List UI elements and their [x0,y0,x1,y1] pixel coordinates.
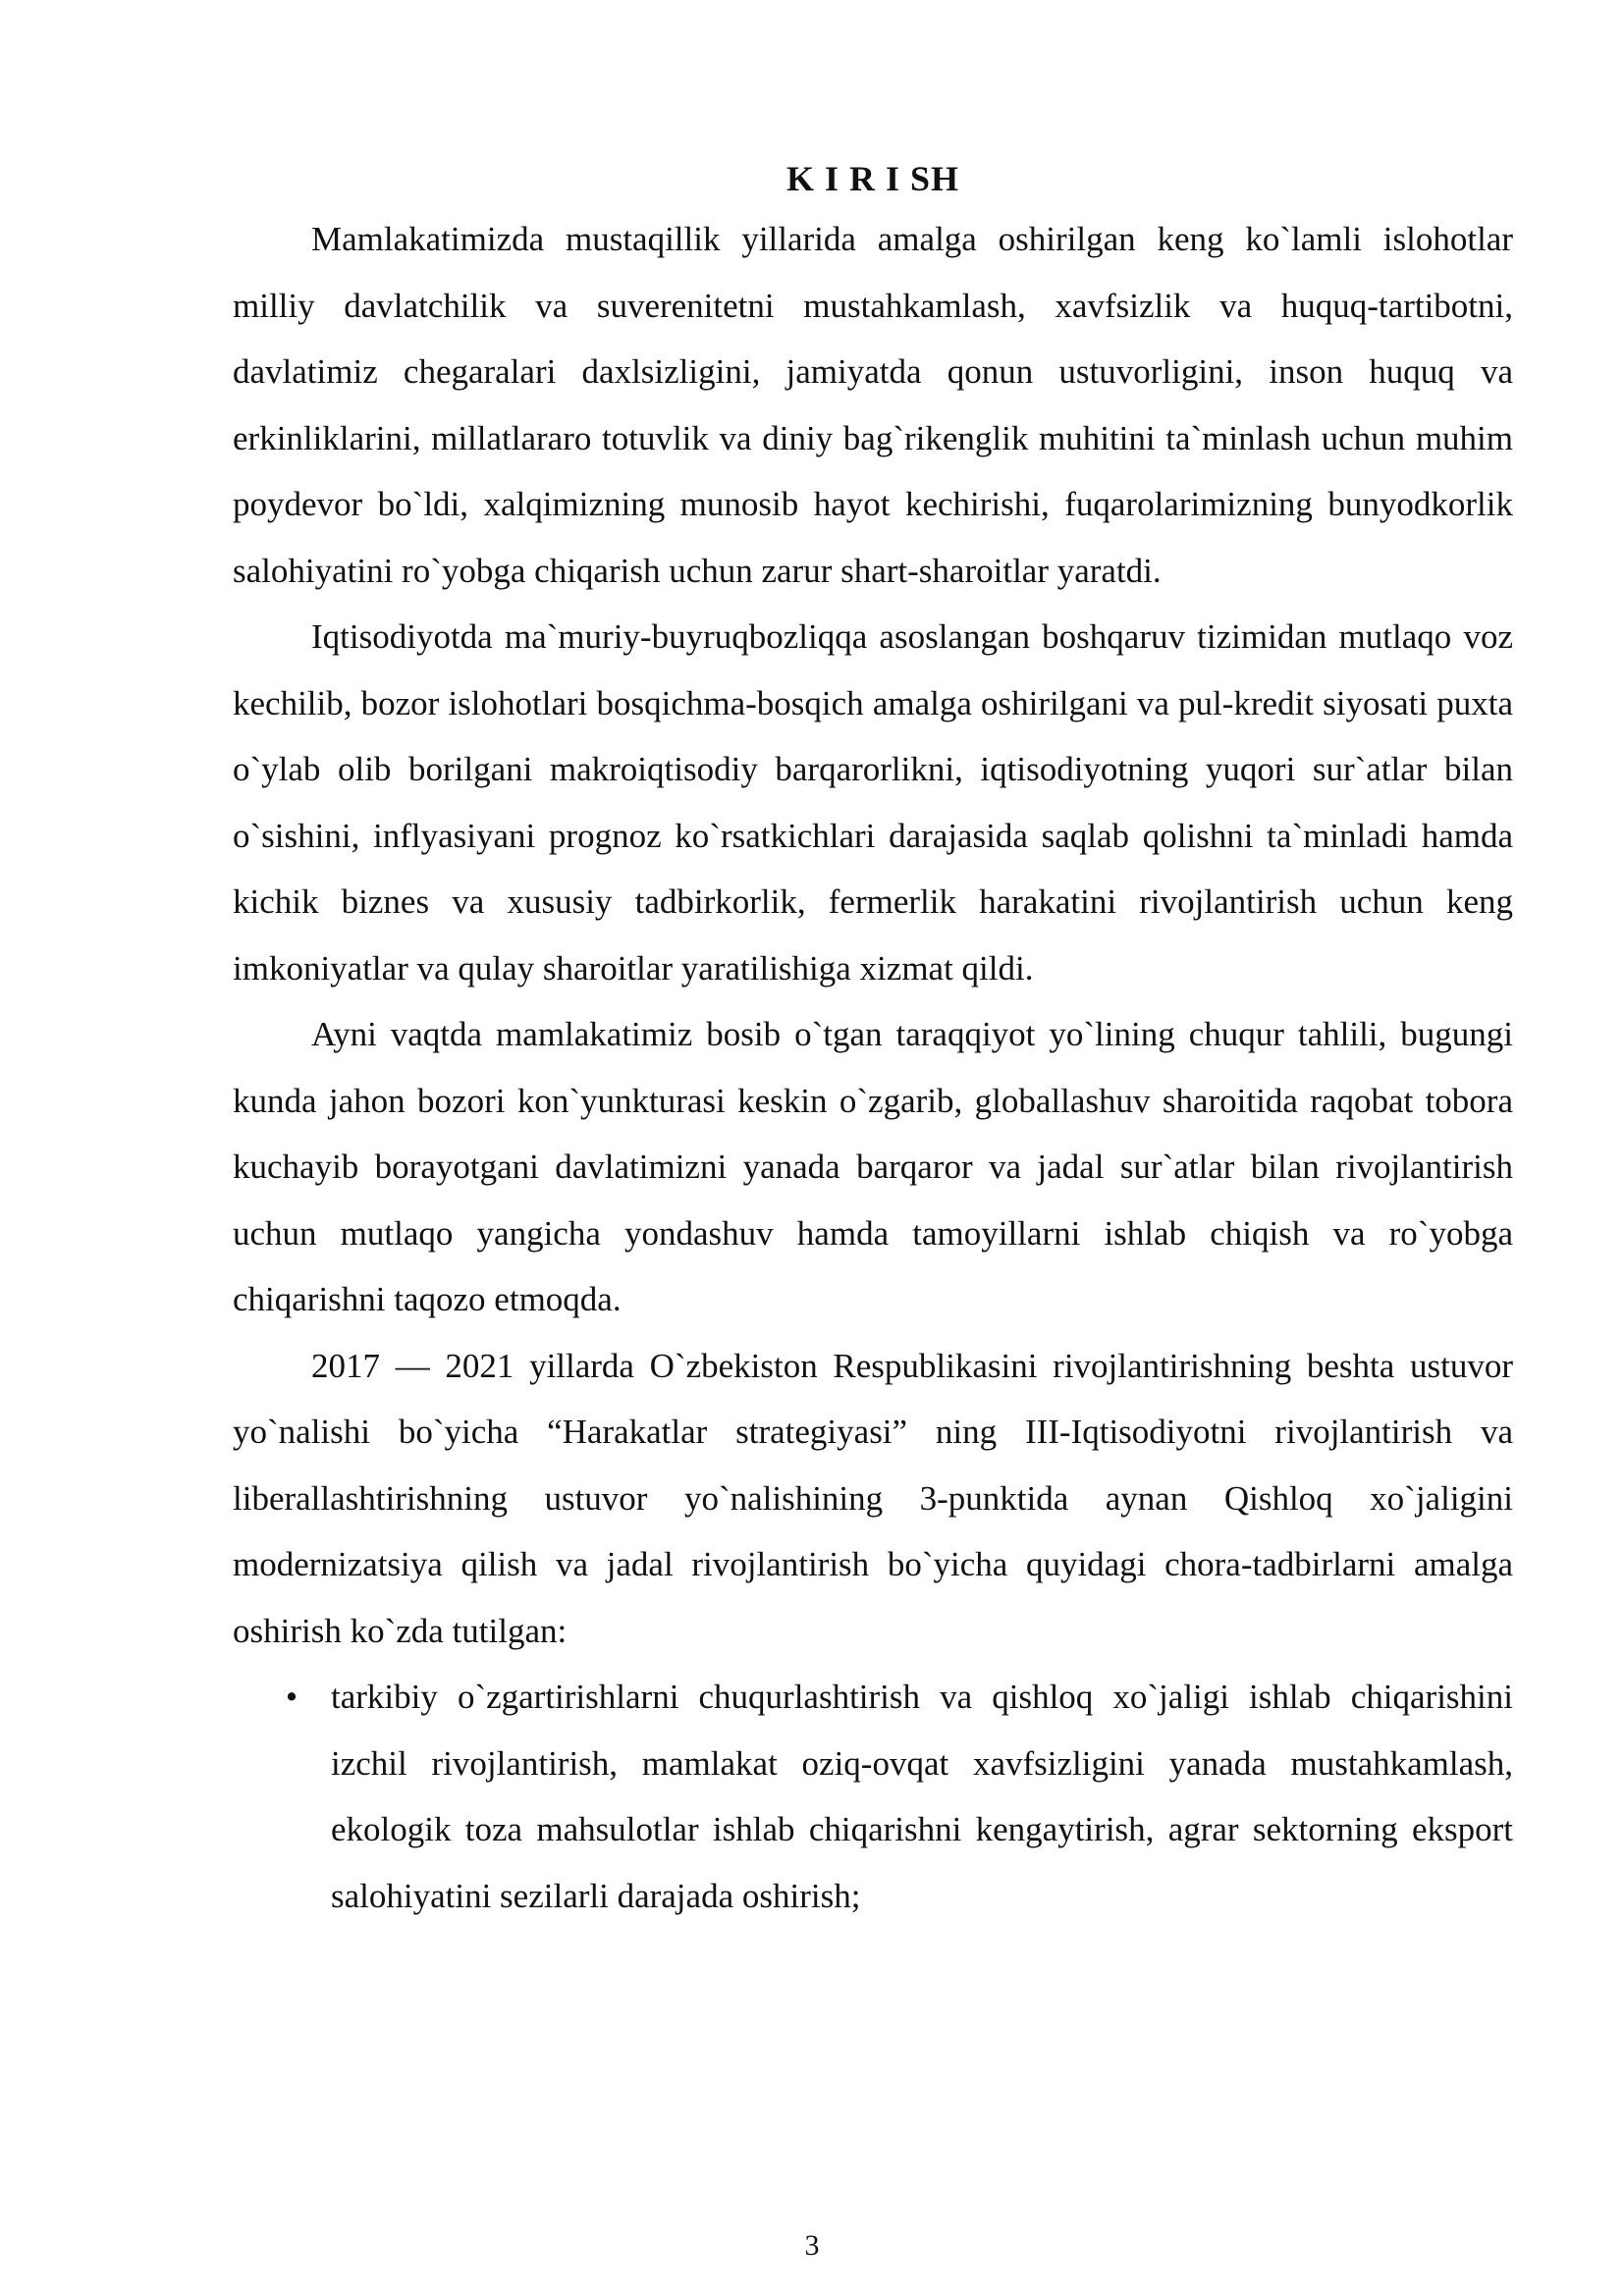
bullet-list [233,1664,1513,1929]
section-heading: K I R I SH [785,159,960,198]
page-number: 3 [804,2229,820,2262]
paragraph: Ayni vaqtda mamlakatimiz bosib o`tgan taraqqiyot yo`lining chuqur tahlili, bugungi kunda jahon bozori kon`yunkturasi keskin o`zgarib, globallashuv sharoitida raqobat tobora kuchayib borayotgani davlatimizni yanada barqaror va jadal sur`atlar bilan rivojlantirish uchun mutlaqo yangicha yondashuv hamda tamoyillarni ishlab chiqish va ro`yobga chiqarishni taqozo etmoqda. [233,1015,1513,1318]
page-content [233,151,1513,1929]
paragraph: Mamlakatimizda mustaqillik yillarida amalga oshirilgan keng ko`lamli islohotlar milliy davlatchilik va suverenitetni mustahkamlash, xavfsizlik va huquq-tartibotni, davlatimiz chegaralari daxlsizligini, jamiyatda qonun ustuvorligini, inson huquq va erkinliklarini, millatlararo totuvlik va diniy bag`rikenglik muhitini ta`minlash uchun muhim poydevor bo`ldi, xalqimizning munosib hayot kechirishi, fuqarolarimizning bunyodkorlik salohiyatini ro`yobga chiqarish uchun zarur shart-sharoitlar yaratdi. [233,220,1513,590]
bullet-text: tarkibiy o`zgartirishlarni chuqurlashtirish va qishloq xo`jaligi ishlab chiqarishini izchil rivojlantirish, mamlakat oziq-ovqat xavfsizligini yanada mustahkamlash, ekologik toza mahsulotlar ishlab chiqarishni kengaytirish, agrar sektorning eksport salohiyatini sezilarli darajada oshirish; [331,1678,1513,1915]
paragraph: 2017 — 2021 yillarda O`zbekiston Respublikasini rivojlantirishning beshta ustuvor yo`nalishi bo`yicha “Harakatlar strategiyasi” ning III-Iqtisodiyotni rivojlantirish va liberallashtirishning ustuvor yo`nalishining 3-punktida aynan Qishloq xo`jaligini modernizatsiya qilish va jadal rivojlantirish bo`yicha quyidagi chora-tadbirlarni amalga oshirish ko`zda tutilgan: [233,1346,1513,1650]
paragraph: Iqtisodiyotda ma`muriy-buyruqbozliqqa asoslangan boshqaruv tizimidan mutlaqo voz kechilib, bozor islohotlari bosqichma-bosqich amalga oshirilgani va pul-kredit siyosati puxta o`ylab olib borilgani makroiqtisodiy barqarorlikni, iqtisodiyotning yuqori sur`atlar bilan o`sishini, inflyasiyani prognoz ko`rsatkichlari darajasida saqlab qolishni ta`minladi hamda kichik biznes va xususiy tadbirkorlik, fermerlik harakatini rivojlantirish uchun keng imkoniyatlar va qulay sharoitlar yaratilishiga xizmat qildi. [233,617,1513,988]
bullet-icon: • [285,1678,298,1716]
bullet-list-item [233,1664,1513,1929]
